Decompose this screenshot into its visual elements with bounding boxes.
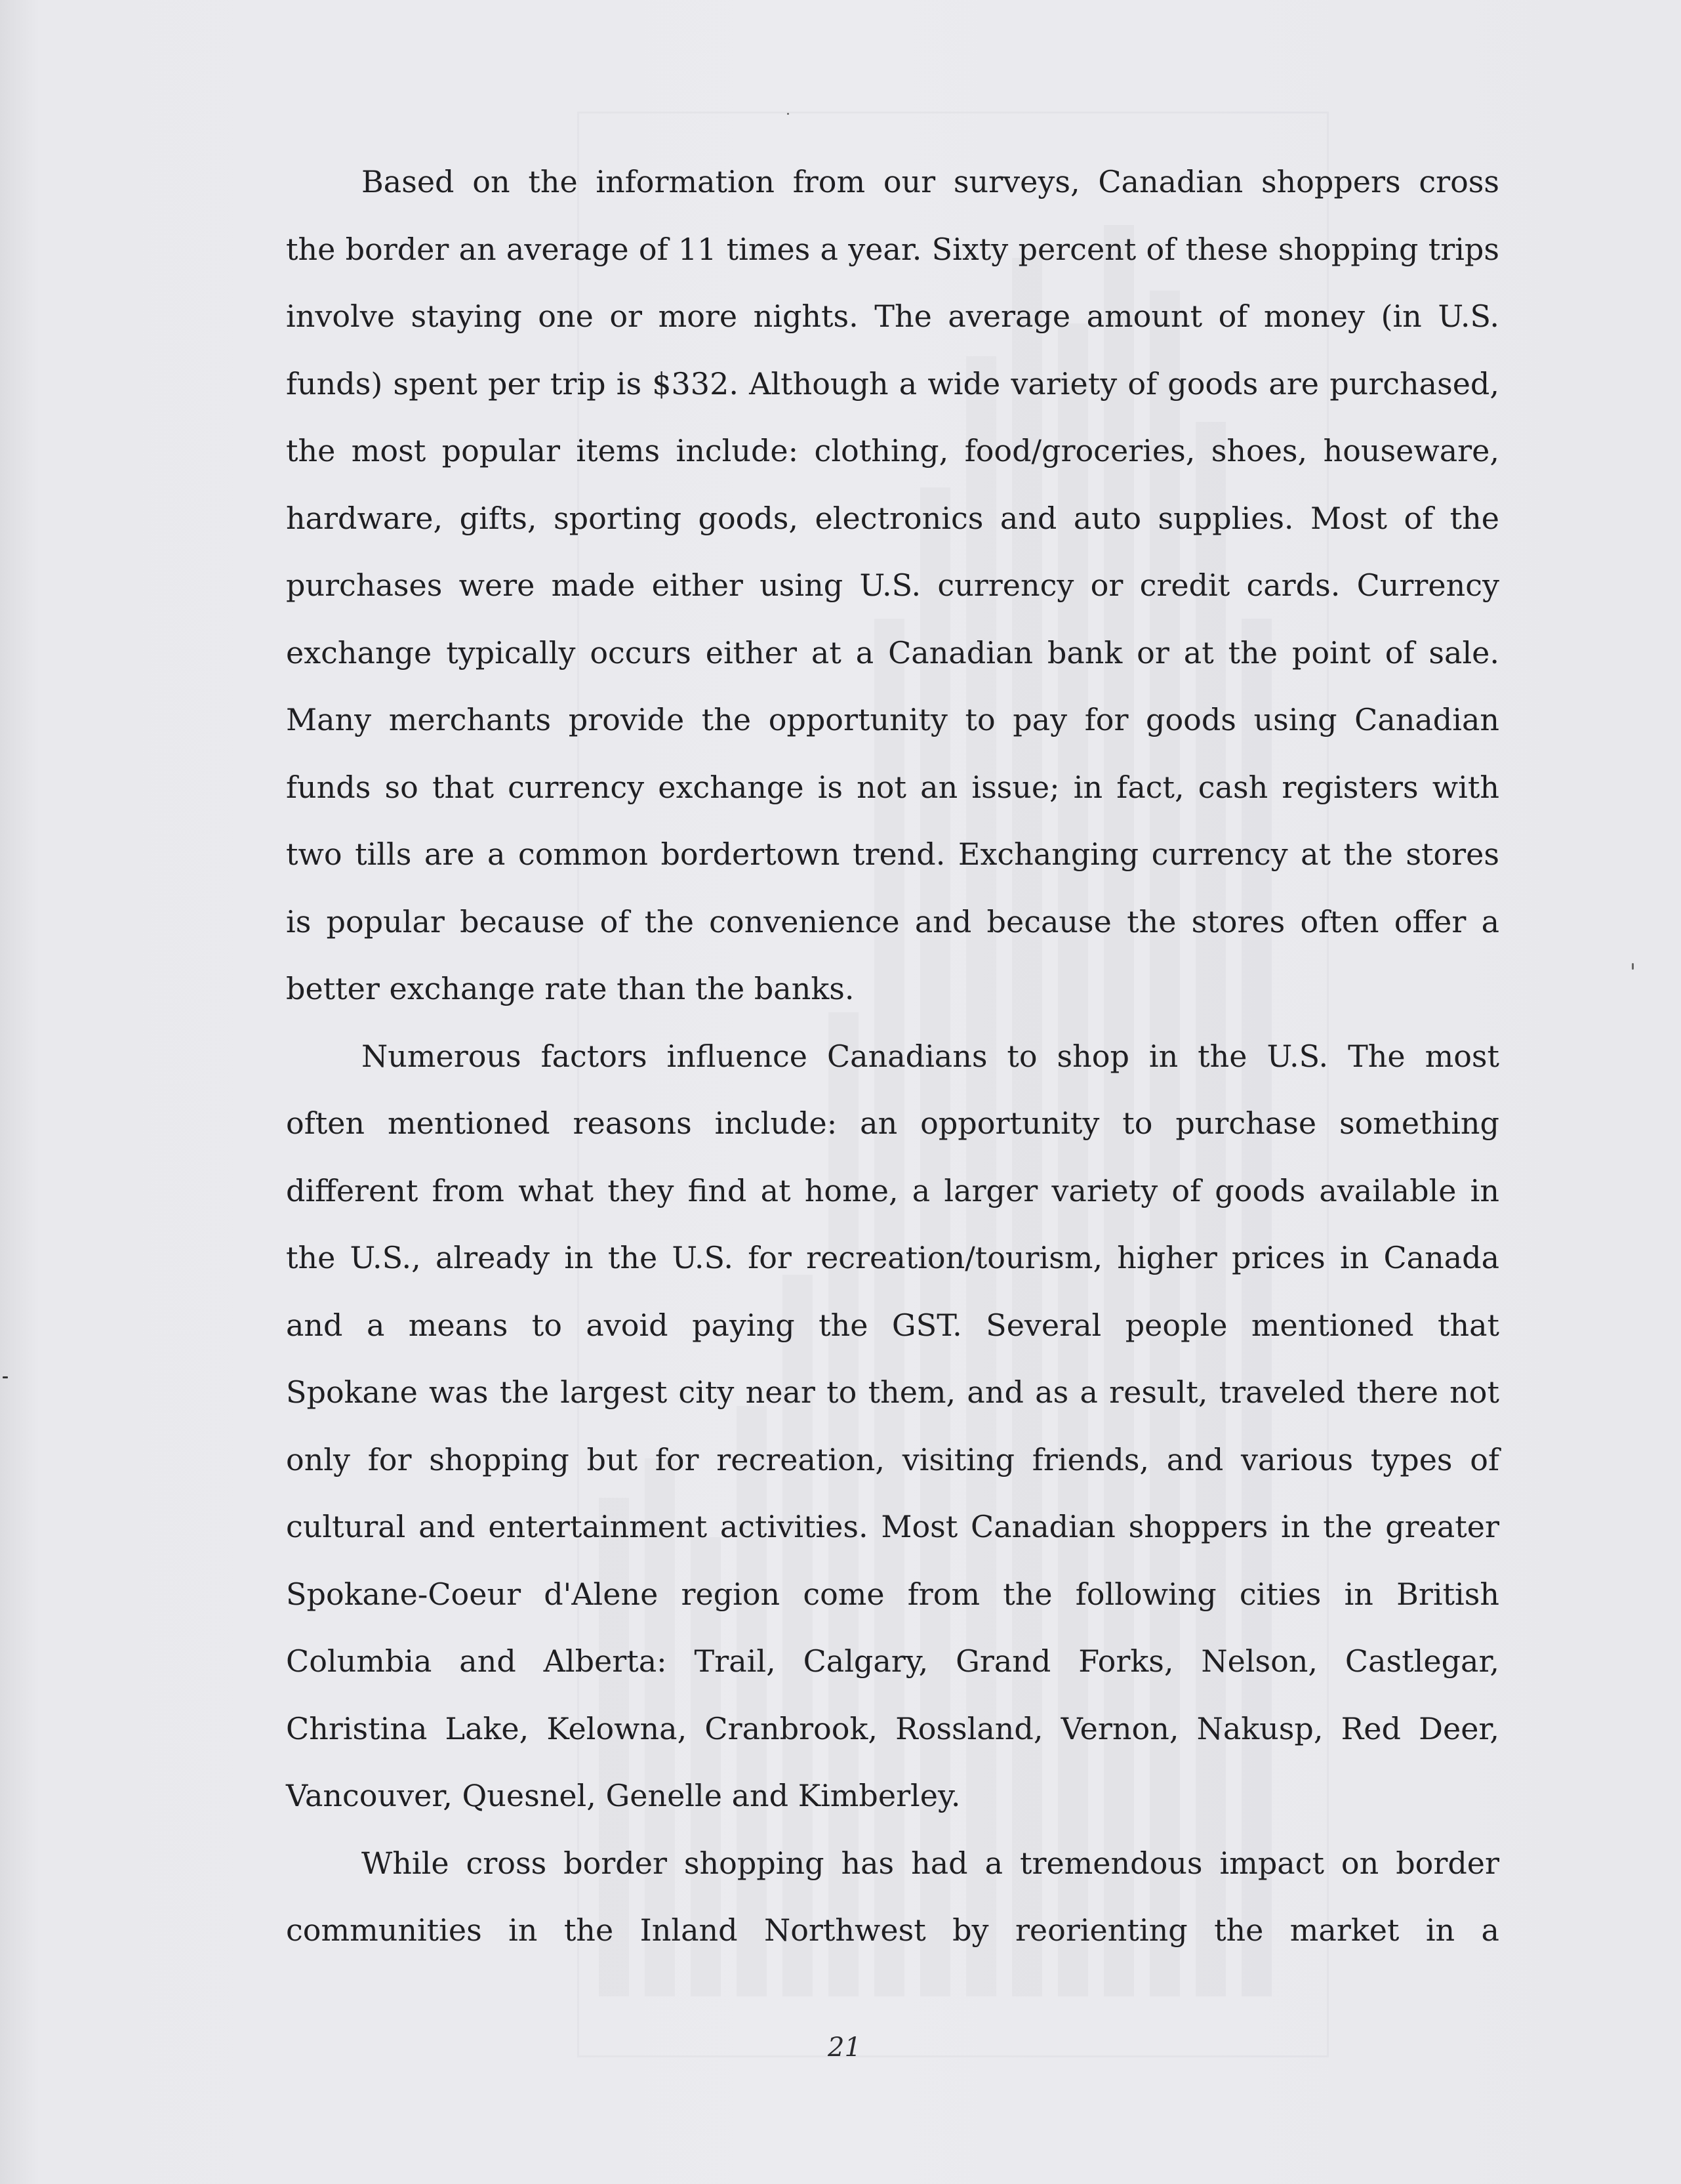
text-line: two tills are a common bordertown trend. Exchanging currency at the stores bbox=[286, 836, 1499, 872]
text-line: Based on the information from our surveys, Canadian shoppers cross bbox=[361, 164, 1499, 199]
text-line: funds so that currency exchange is not an issue; in fact, cash registers with bbox=[286, 769, 1499, 805]
text-line: the most popular items include: clothing, food/groceries, shoes, houseware, bbox=[286, 433, 1499, 468]
paragraph-3 bbox=[286, 1830, 1499, 1964]
text-line: cultural and entertainment activities. Most Canadian shoppers in the greater bbox=[286, 1509, 1499, 1544]
page-number: 21 bbox=[828, 2032, 861, 2063]
text-line: Numerous factors influence Canadians to shop in the U.S. The most bbox=[361, 1038, 1499, 1074]
text-line: different from what they find at home, a larger variety of goods available in bbox=[286, 1172, 1499, 1208]
text-line: the border an average of 11 times a year. Sixty percent of these shopping trips bbox=[286, 231, 1499, 267]
text-line: Columbia and Alberta: Trail, Calgary, Grand Forks, Nelson, Castlegar, bbox=[286, 1643, 1499, 1679]
text-line: exchange typically occurs either at a Canadian bank or at the point of sale. bbox=[286, 634, 1499, 670]
margin-mark bbox=[787, 113, 789, 115]
text-line: the U.S., already in the U.S. for recreation/tourism, higher prices in Canada bbox=[286, 1240, 1499, 1275]
text-line: involve staying one or more nights. The average amount of money (in U.S. bbox=[286, 299, 1499, 334]
margin-mark bbox=[1632, 963, 1634, 970]
text-line: While cross border shopping has had a tremendous impact on border bbox=[361, 1845, 1499, 1881]
paragraph-1 bbox=[286, 148, 1499, 1023]
text-line: hardware, gifts, sporting goods, electronics and auto supplies. Most of the bbox=[286, 500, 1499, 536]
text-line: Vancouver, Quesnel, Genelle and Kimberley. bbox=[286, 1778, 961, 1813]
text-line: Christina Lake, Kelowna, Cranbrook, Rossland, Vernon, Nakusp, Red Deer, bbox=[286, 1710, 1499, 1746]
text-line: Many merchants provide the opportunity to pay for goods using Canadian bbox=[286, 702, 1499, 737]
text-line: purchases were made either using U.S. currency or credit cards. Currency bbox=[286, 567, 1499, 603]
margin-mark bbox=[3, 1376, 8, 1378]
text-line: and a means to avoid paying the GST. Several people mentioned that bbox=[286, 1307, 1499, 1343]
text-line: is popular because of the convenience and because the stores often offer a bbox=[286, 903, 1499, 939]
text-line: better exchange rate than the banks. bbox=[286, 971, 855, 1006]
paragraph-2 bbox=[286, 1023, 1499, 1830]
text-line: communities in the Inland Northwest by reorienting the market in a bbox=[286, 1912, 1499, 1948]
text-line: only for shopping but for recreation, visiting friends, and various types of bbox=[286, 1441, 1499, 1477]
text-line: Spokane-Coeur d'Alene region come from the following cities in British bbox=[286, 1576, 1499, 1612]
text-line: funds) spent per trip is $332. Although a wide variety of goods are purchased, bbox=[286, 365, 1499, 402]
text-line: Spokane was the largest city near to them, and as a result, traveled there not bbox=[286, 1374, 1499, 1410]
text-line: often mentioned reasons include: an opportunity to purchase something bbox=[286, 1105, 1499, 1141]
body-text bbox=[286, 148, 1499, 1964]
